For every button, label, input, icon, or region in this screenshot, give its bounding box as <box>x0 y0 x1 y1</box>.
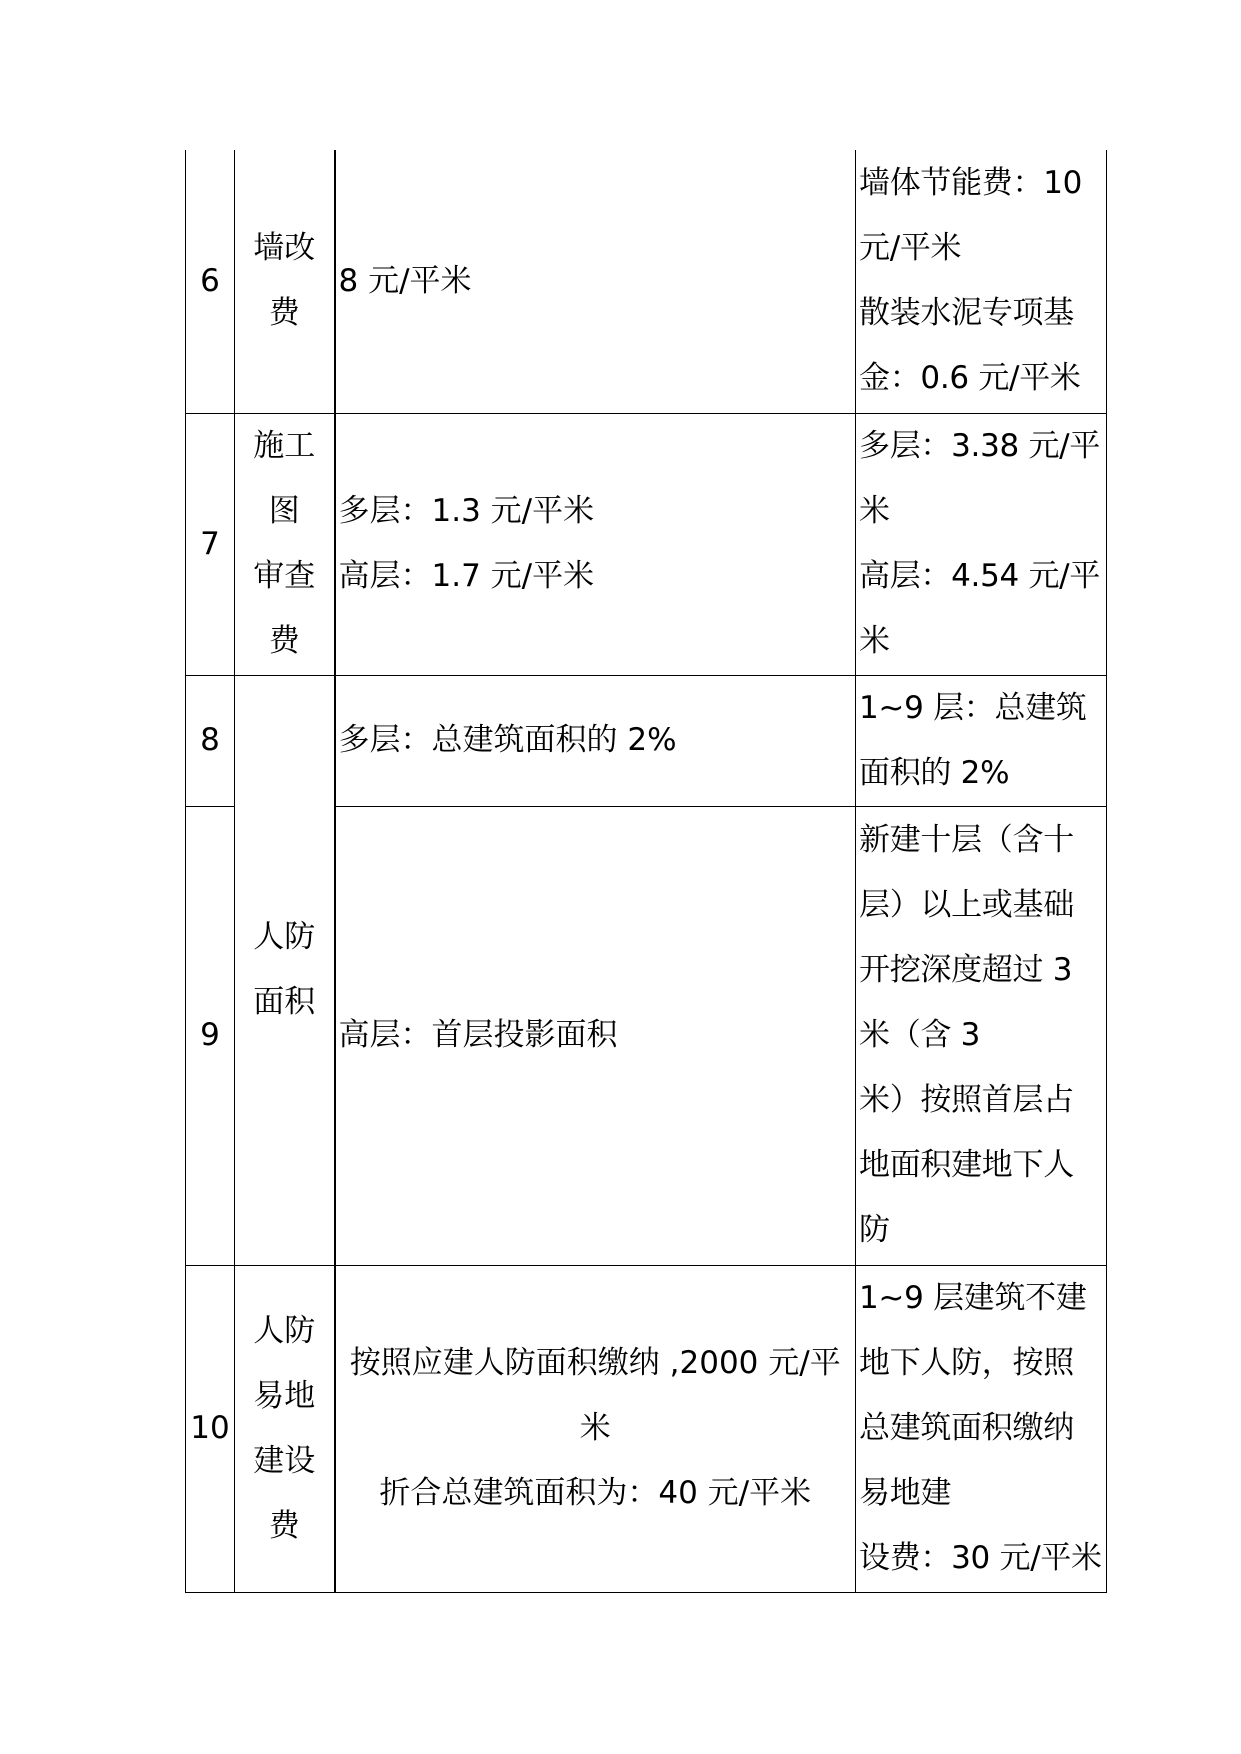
fee-standard <box>335 1265 856 1592</box>
reference-line: 元/平米 <box>859 230 962 267</box>
fee-standard <box>335 675 856 806</box>
fee-name-line: 费 <box>268 295 300 332</box>
standard-line: 按照应建人防面积缴纳 ,2000 元/平 <box>349 1345 841 1381</box>
reference-line: 面积的 2% <box>859 754 1010 791</box>
reference-line: 米（含 3 <box>859 1017 981 1053</box>
reference-line: 米 <box>859 623 890 659</box>
reference-line: 设费：30 元/平米 <box>859 1540 1102 1576</box>
fee-name <box>235 1265 335 1592</box>
reference-line: 多层：3.38 元/平 <box>859 428 1101 464</box>
reference-line: 防 <box>859 1212 890 1248</box>
reference-line: 米 <box>859 493 890 529</box>
table-row-6 <box>186 150 1107 413</box>
reference-line: 层）以上或基础 <box>859 887 1074 923</box>
reference-line: 地面积建地下人 <box>859 1147 1074 1183</box>
row-number: 7 <box>186 413 235 675</box>
fee-name-line: 人防 <box>253 919 316 955</box>
row-number: 8 <box>186 675 235 806</box>
reference-standard <box>856 1265 1107 1592</box>
fee-standard <box>335 413 856 675</box>
fee-name <box>235 413 335 675</box>
standard-line: 米 <box>579 1410 611 1446</box>
standard-line: 折合总建筑面积为：40 元/平米 <box>379 1475 812 1511</box>
table-row-7 <box>186 413 1107 675</box>
standard-line: 高层：首层投影面积 <box>338 1017 618 1053</box>
row-number: 10 <box>186 1265 235 1592</box>
reference-line: 开挖深度超过 3 <box>859 952 1073 988</box>
reference-line: 总建筑面积缴纳 <box>859 1410 1074 1446</box>
fee-name-line: 费 <box>268 623 300 659</box>
fee-name-line: 人防 <box>253 1312 316 1349</box>
table-row-10 <box>186 1265 1107 1592</box>
reference-line: 地下人防，按照 <box>859 1345 1074 1381</box>
standard-line: 多层：总建筑面积的 2% <box>338 722 677 758</box>
reference-standard <box>856 413 1107 675</box>
fee-standard-table <box>185 150 1107 1593</box>
fee-name-line: 审查 <box>253 558 316 594</box>
table-row-8 <box>186 675 1107 806</box>
reference-line: 金：0.6 元/平米 <box>859 360 1081 397</box>
fee-standard <box>335 806 856 1265</box>
reference-standard <box>856 675 1107 806</box>
fee-name-line: 图 <box>268 493 300 529</box>
reference-standard <box>856 806 1107 1265</box>
reference-line: 1~9 层建筑不建 <box>859 1280 1087 1316</box>
reference-line: 散装水泥专项基 <box>859 295 1074 332</box>
fee-name-line: 墙改 <box>253 230 316 267</box>
fee-standard <box>335 150 856 413</box>
reference-line: 新建十层（含十 <box>859 822 1074 858</box>
row-number: 9 <box>186 806 235 1265</box>
standard-line: 高层：1.7 元/平米 <box>338 558 595 594</box>
fee-name-line: 建设 <box>253 1442 316 1479</box>
reference-line: 米）按照首层占 <box>859 1082 1074 1118</box>
standard-line: 8 元/平米 <box>338 262 472 299</box>
reference-standard <box>856 150 1107 413</box>
fee-name <box>235 675 335 1265</box>
fee-name-line: 面积 <box>253 984 316 1020</box>
fee-name-line: 费 <box>268 1507 300 1544</box>
reference-line: 墙体节能费：10 <box>859 165 1083 202</box>
fee-name-line: 易地 <box>253 1377 316 1414</box>
row-number: 6 <box>186 150 235 413</box>
reference-line: 易地建 <box>859 1475 952 1511</box>
fee-name <box>235 150 335 413</box>
fee-name-line: 施工 <box>253 428 316 464</box>
reference-line: 1~9 层：总建筑 <box>859 689 1087 726</box>
reference-line: 高层：4.54 元/平 <box>859 558 1101 594</box>
standard-line: 多层：1.3 元/平米 <box>338 493 595 529</box>
